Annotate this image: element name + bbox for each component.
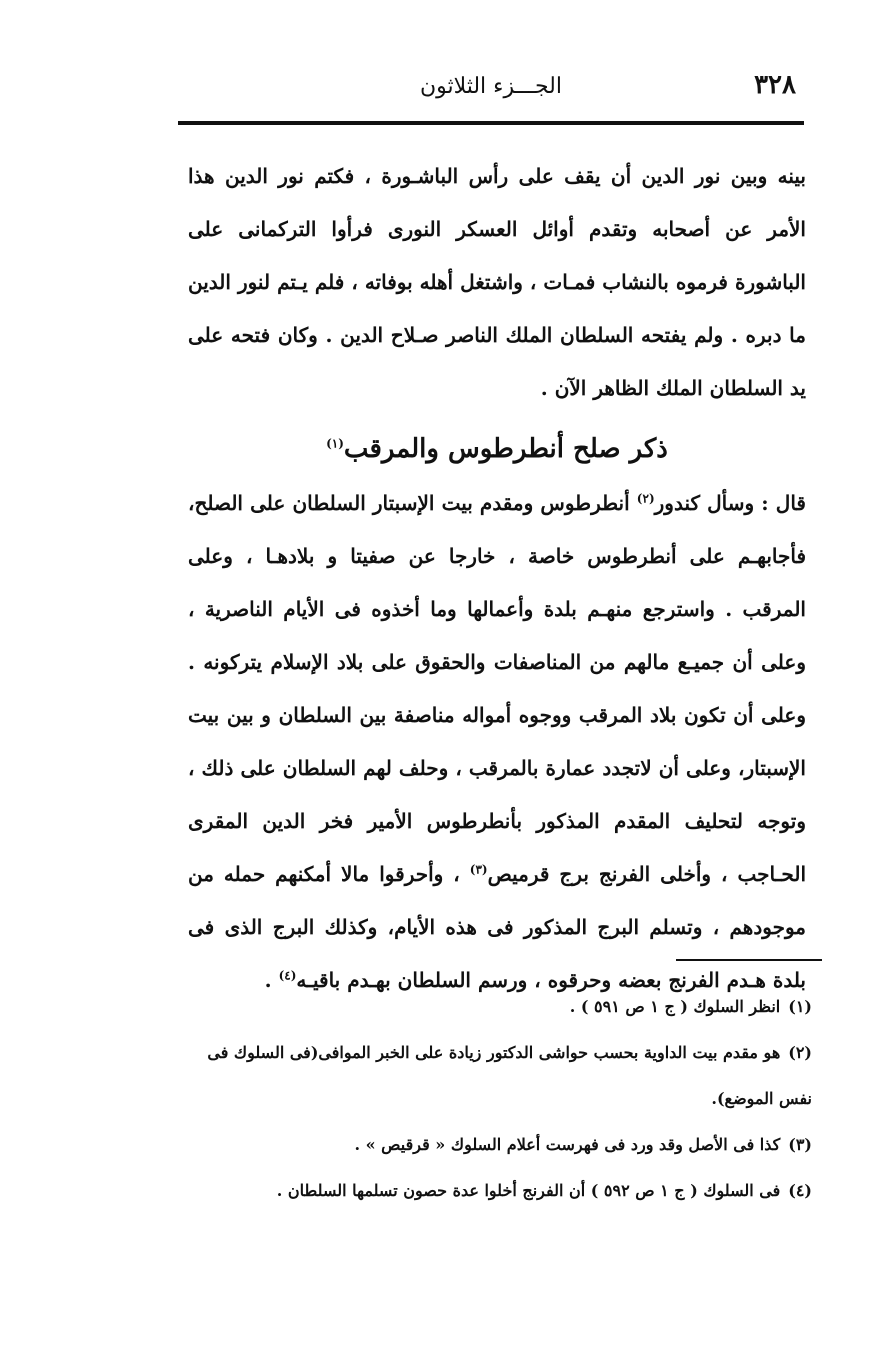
- footnote-ref-2: (٢): [636, 491, 655, 506]
- footnote-text: كذا فى الأصل وقد ورد فى فهرست أعلام السلوك « قرقيص » .: [354, 1135, 781, 1154]
- paragraph-2-mid: أنطرطوس ومقدم بيت الإسبتار السلطان على الصلح، فأجابهـم على أنطرطوس خاصة ، خارجا عن صفيتا و بلادهـا ، وعلى المرقب . واسترجع منهـم بلدة وأعمالها وما أخذوه فى الأيام الناصرية ، وعلى أن جميـع مالهم من المناصفات والحقوق على بلاد الإسلام يتركونه . وعلى أن تكون بلاد المرقب ووجوه أمواله مناصفة بين السلطان و بين بيت الإسبتار، وعلى أن لاتجدد عمارة بالمرقب ، وحلف لهم السلطان على ذلك ، وتوجه لتحليف المقدم المذكور بأنطرطوس الأمير فخر الدين المقرى الحـاجب ، وأخلى الفرنج برج قرميص: [188, 491, 806, 886]
- paragraph-2: [188, 477, 806, 1007]
- footnote-text: هو مقدم بيت الداوية بحسب حواشى الدكتور زيادة على الخبر الموافى(فى السلوك فى نفس الموضع).: [207, 1043, 812, 1108]
- footnote-ref-1: (١): [326, 436, 344, 451]
- paragraph-2-start: قال : وسأل كندور: [654, 491, 806, 515]
- footnote-4: [206, 1168, 812, 1214]
- footnote-ref-3: (٣): [469, 862, 488, 877]
- running-head: الجـــزء الثلاثون: [419, 74, 562, 99]
- paragraph-1: بينه وبين نور الدين أن يقف على رأس الباشـورة ، فكتم نور الدين هذا الأمر عن أصحابه وتقدم أوائل العسكر النورى فرأوا التركمانى على الباشورة فرموه بالنشاب فمـات ، واشتغل أهله بوفاته ، فلم يـتم لنور الدين ما دبره . ولم يفتحه السلطان الملك الناصر صـلاح الدين . وكان فتحه على يد السلطان الملك الظاهر الآن .: [188, 164, 806, 400]
- footnotes: [206, 984, 812, 1214]
- page-header: [180, 70, 800, 110]
- page-number: ٣٢٨: [754, 70, 796, 100]
- main-text: [188, 150, 806, 1007]
- footnote-separator: [676, 959, 822, 961]
- footnote-number: (٤): [788, 1181, 812, 1200]
- footnote-number: (١): [788, 997, 812, 1016]
- section-title-text: ذكر صلح أنطرطوس والمرقب: [343, 434, 668, 464]
- header-rule: [178, 121, 804, 125]
- paragraph-2-end: ، وأحرقوا مالا أمكنهم حمله من موجودهم ، وتسلم البرج المذكور فى هذه الأيام، وكذلك البرج الذى فى بلدة هـدم الفرنج بعضه وحرقوه ، ورسم السلطان بهـدم باقيـه: [188, 862, 806, 992]
- footnote-number: (٢): [788, 1043, 812, 1062]
- footnote-2: [206, 1030, 812, 1122]
- paragraph-2-close: .: [264, 968, 279, 992]
- footnote-1: [206, 984, 812, 1030]
- section-title: [188, 421, 806, 477]
- footnote-text: فى السلوك ( ج ١ ص ٥٩٢ ) أن الفرنج أخلوا عدة حصون تسلمها السلطان .: [276, 1181, 781, 1200]
- footnote-text: انظر السلوك ( ج ١ ص ٥٩١ ) .: [569, 997, 781, 1016]
- footnote-ref-4: (٤): [278, 968, 297, 983]
- footnote-number: (٣): [788, 1135, 812, 1154]
- footnote-3: [206, 1122, 812, 1168]
